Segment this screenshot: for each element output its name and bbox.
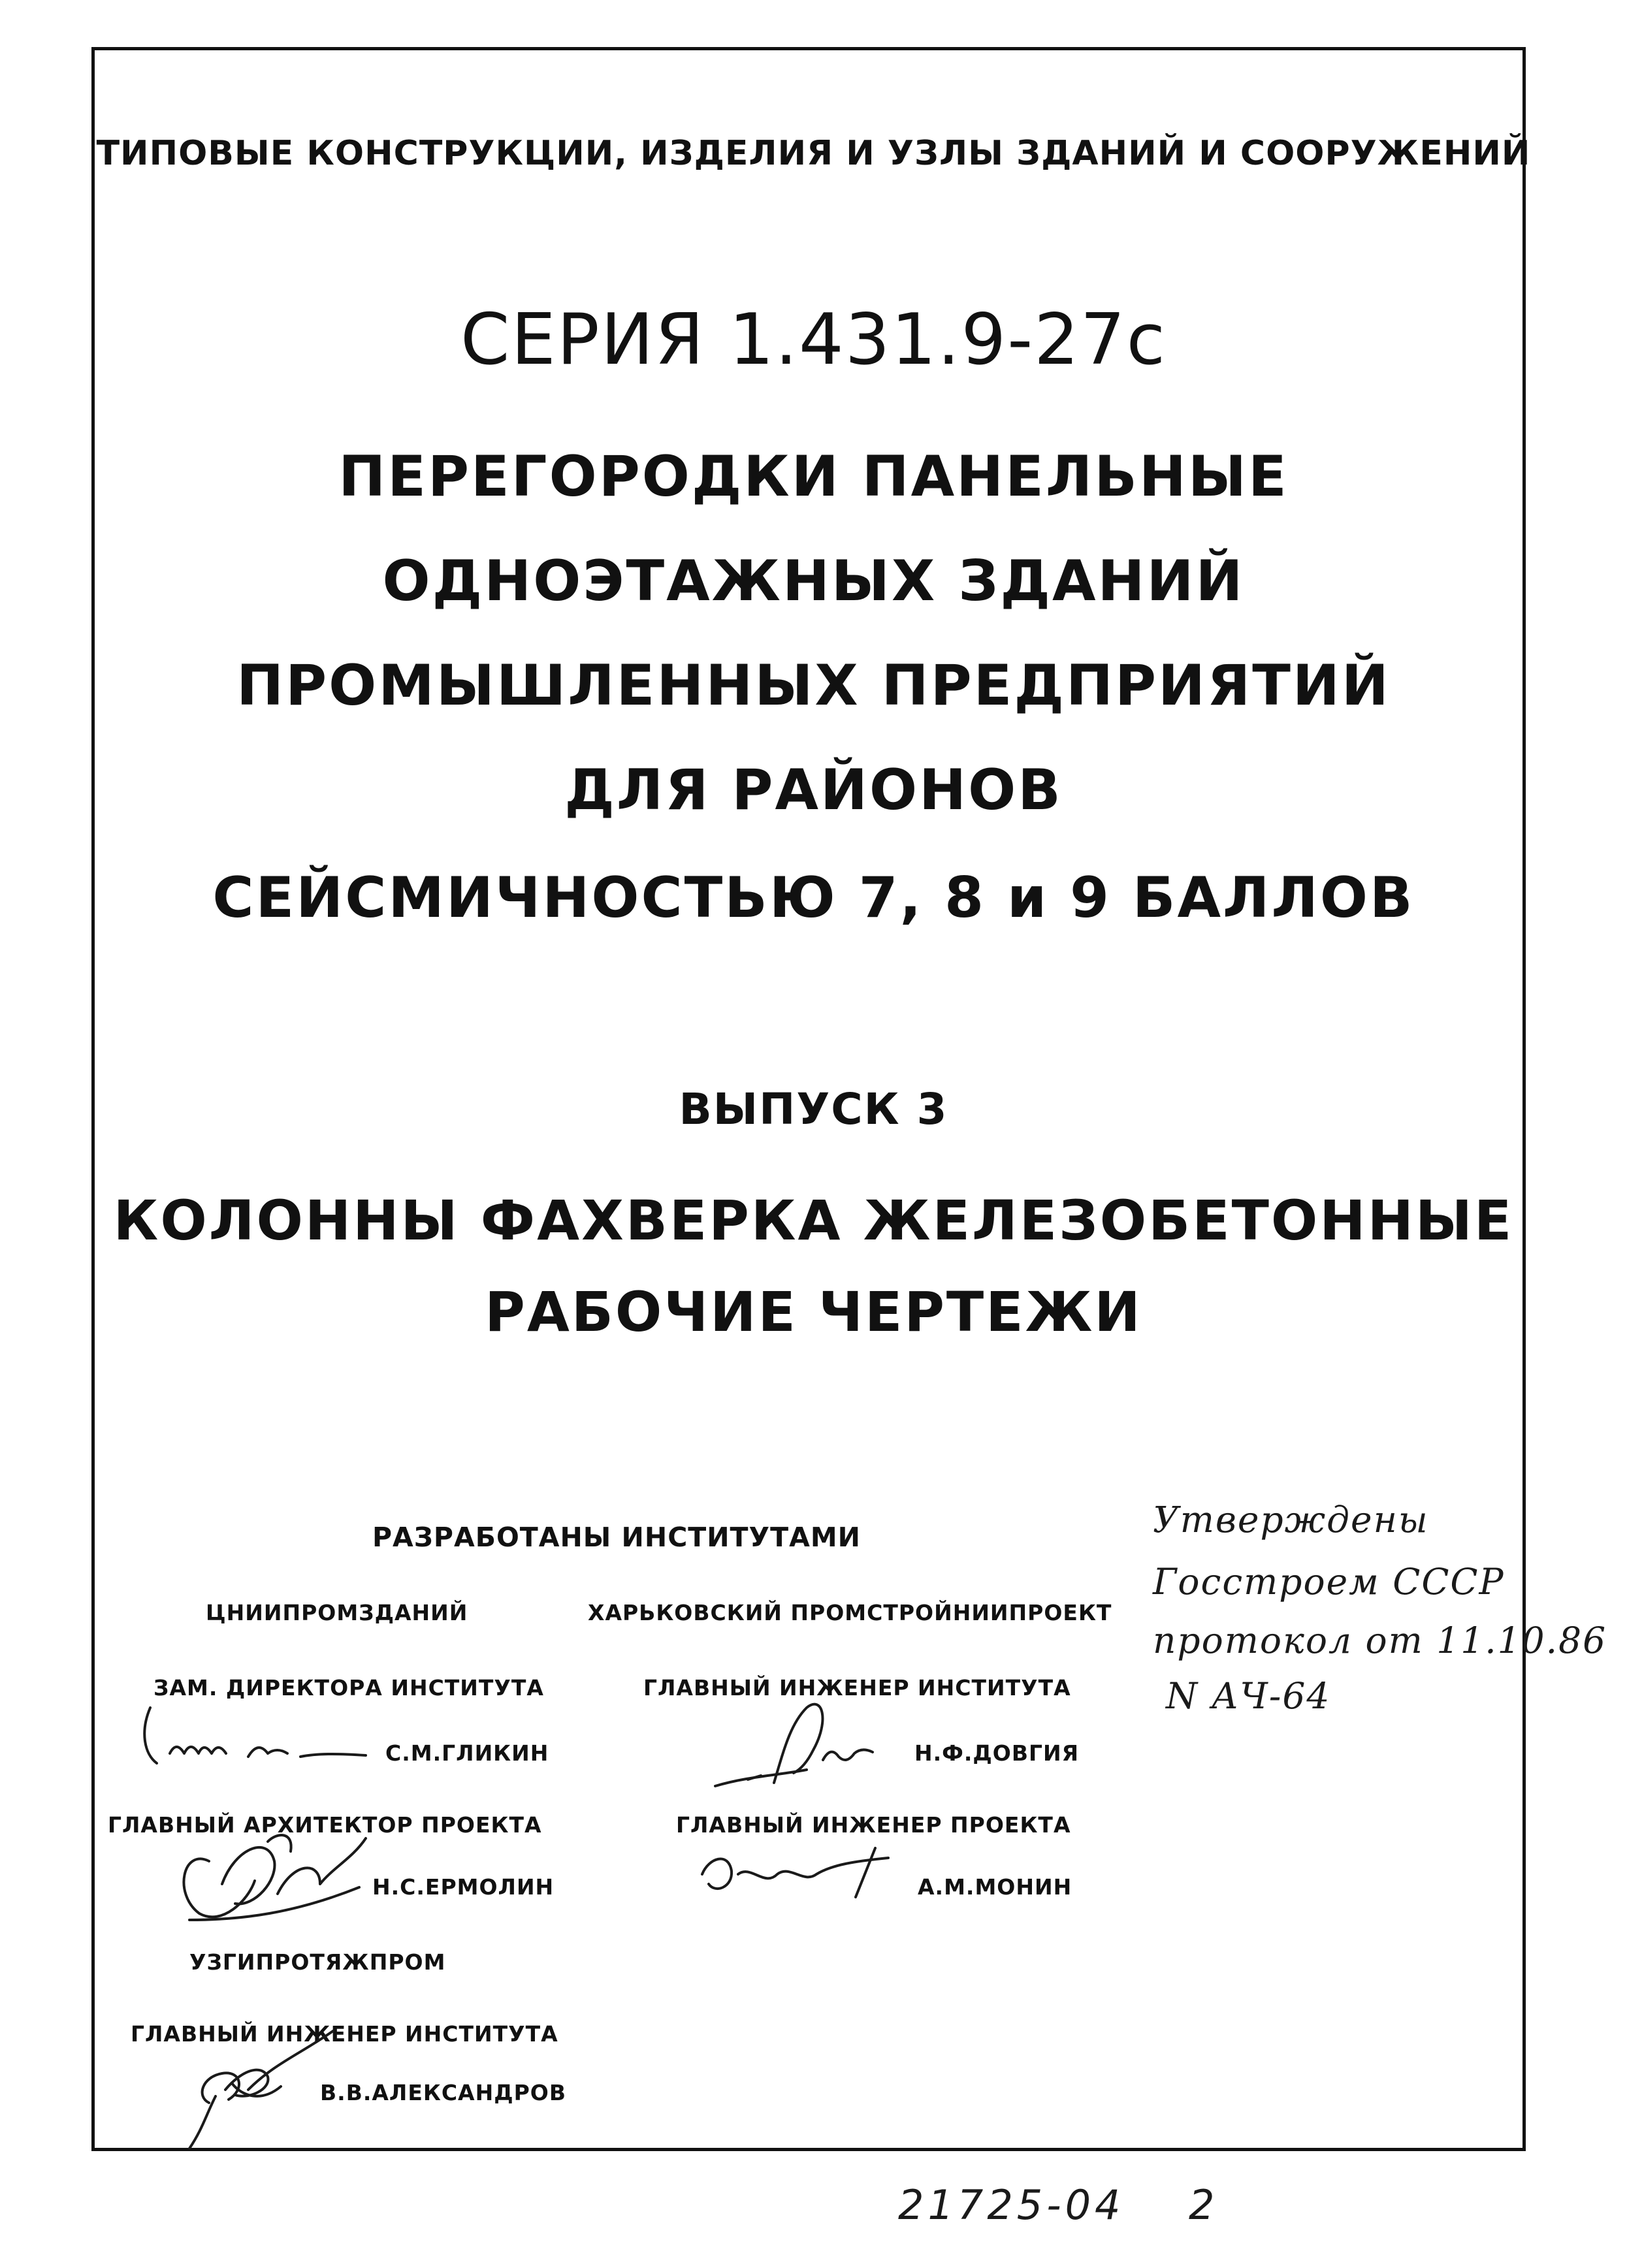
right-role-1: ГЛАВНЫЙ ИНЖЕНЕР ИНСТИТУТА xyxy=(643,1675,1071,1701)
left-role-1: ЗАМ. ДИРЕКТОРА ИНСТИТУТА xyxy=(153,1675,544,1701)
third-role: ГЛАВНЫЙ ИНЖЕНЕР ИНСТИТУТА xyxy=(131,2021,558,2047)
signature-dovgiya xyxy=(709,1698,898,1796)
issue-number: ВЫПУСК 3 xyxy=(679,1084,948,1134)
signature-aleksandrov xyxy=(170,2018,353,2162)
header-top-line: ТИПОВЫЕ КОНСТРУКЦИИ, ИЗДЕЛИЯ И УЗЛЫ ЗДАНИЙ И СООРУЖЕНИЙ xyxy=(96,134,1531,173)
title-line-1: ПЕРЕГОРОДКИ ПАНЕЛЬНЫЕ xyxy=(338,444,1289,509)
left-role-2: ГЛАВНЫЙ АРХИТЕКТОР ПРОЕКТА xyxy=(108,1812,542,1838)
page-number: 2 xyxy=(1189,2181,1219,2229)
right-role-2: ГЛАВНЫЙ ИНЖЕНЕР ПРОЕКТА xyxy=(676,1812,1071,1838)
approval-line-3: протокол от 11.10.86 xyxy=(1153,1620,1607,1661)
developed-by-heading: РАЗРАБОТАНЫ ИНСТИТУТАМИ xyxy=(372,1522,861,1553)
title-line-4: ДЛЯ РАЙОНОВ xyxy=(564,758,1063,823)
right-person-2: А.М.МОНИН xyxy=(918,1874,1072,1900)
third-person: В.В.АЛЕКСАНДРОВ xyxy=(320,2080,567,2105)
signature-ermolin xyxy=(163,1822,379,1933)
title-line-2: ОДНОЭТАЖНЫХ ЗДАНИЙ xyxy=(382,549,1245,614)
right-person-1: Н.Ф.ДОВГИЯ xyxy=(914,1740,1080,1766)
subtitle-line-2: РАБОЧИЕ ЧЕРТЕЖИ xyxy=(485,1280,1142,1344)
title-line-5: СЕЙСМИЧНОСТЬЮ 7, 8 и 9 БАЛЛОВ xyxy=(212,865,1415,931)
sheet-code: 21725-04 xyxy=(898,2181,1125,2229)
approval-line-2: Госстроем СССР xyxy=(1153,1561,1505,1603)
approval-line-1: Утверждены xyxy=(1153,1499,1429,1541)
series-number: СЕРИЯ 1.431.9-27с xyxy=(460,299,1167,381)
institute-right-name: ХАРЬКОВСКИЙ ПРОМСТРОЙНИИПРОЕКТ xyxy=(588,1600,1112,1625)
institute-third-name: УЗГИПРОТЯЖПРОМ xyxy=(189,1949,446,1975)
subtitle-line-1: КОЛОННЫ ФАХВЕРКА ЖЕЛЕЗОБЕТОННЫЕ xyxy=(113,1189,1514,1253)
left-person-2: Н.С.ЕРМОЛИН xyxy=(372,1874,555,1900)
signature-monin xyxy=(692,1835,914,1907)
signature-glikin xyxy=(131,1691,385,1776)
left-person-1: С.М.ГЛИКИН xyxy=(385,1740,549,1766)
title-line-3: ПРОМЫШЛЕННЫХ ПРЕДПРИЯТИЙ xyxy=(236,653,1391,718)
institute-left-name: ЦНИИПРОМЗДАНИЙ xyxy=(206,1600,468,1625)
approval-line-4: N АЧ-64 xyxy=(1166,1675,1331,1717)
